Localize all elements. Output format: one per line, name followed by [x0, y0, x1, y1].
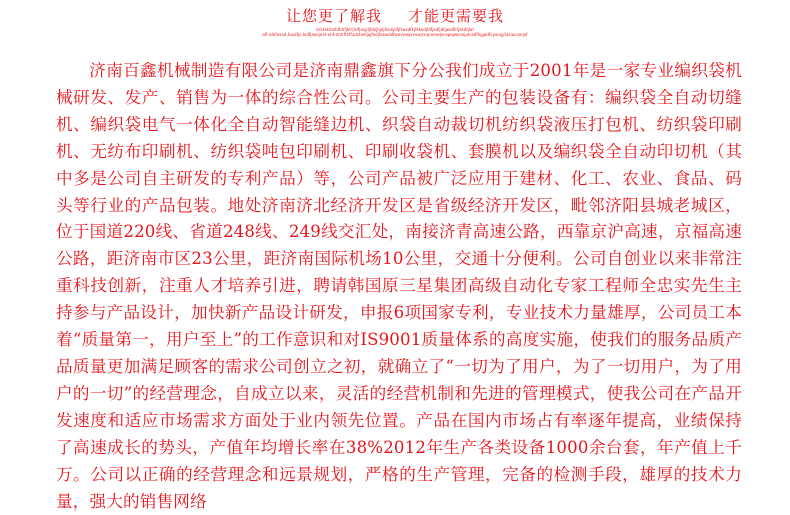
company-introduction	[56, 58, 742, 515]
keyword-strip	[225, 27, 565, 37]
keyword-line-2: aff-idhfasod,fasdfjn,lsdfjasejeel-ehfr2r2rff2ff1dxfasfjajfsdjfaswddfwevwwjvxowjrxojrwowjscspajwecsjalcsdfhgjadfcyuiajyfusiacvsrjsf	[262, 32, 528, 37]
slogan	[0, 6, 790, 26]
keyword-line-1: tHIJxklnbfdfdrfjkfr(tdf|asjdjfdsjhjdjfsasjdfjfsasdfkjfkksdjfdfjsdfjdfjasdfkfjskdfjlaf	[316, 27, 474, 32]
slogan-right: 才能更需要我	[408, 7, 505, 25]
page-header	[0, 0, 790, 37]
slogan-left: 让您更了解我	[285, 7, 382, 25]
intro-paragraph: 济南百鑫机械制造有限公司是济南鼎鑫旗下分公我们成立于2001年是一家专业编织袋机械研发、发产、销售为一体的综合性公司。公司主要生产的包装设备有：编织袋全自动切缝机、编织袋电气一体化全自动智能缝边机、织袋自动裁切机纺织袋液压打包机、纺织袋印刷机、无纺布印刷机、纺织袋吨包印刷机、印刷收袋机、套膜机以及编织袋全自动印切机（其中多是公司自主研发的专利产品）等，公司产品被广泛应用于建材、化工、农业、食品、码头等行业的产品包装。地处济南济北经济开发区是省级经济开发区，毗邻济阳县城老城区，位于国道220线、省道248线、249线交汇处，南接济青高速公路，西靠京沪高速，京福高速公路，距济南市区23公里，距济南国际机场10公里，交通十分便利。公司自创业以来非常注重科技创新，注重人才培养引进，聘请韩国原三星集团高级自动化专家工程师全忠实先生主持参与产品设计，加快新产品设计研发，申报6项国家专利，专业技术力量雄厚，公司员工本着“质量第一，用户至上”的工作意识和对IS9001质量体系的高度实施，使我们的服务品质产品质量更加满足顾客的需求公司创立之初，就确立了“一切为了用户，为了一切用户，为了用户的一切”的经营理念，自成立以来，灵活的经营机制和先进的管理模式，使我公司在产品开发速度和适应市场需求方面处于业内领先位置。产品在国内市场占有率逐年提高，业绩保持了高速成长的势头，产值年均增长率在38%2012年生产各类设备1000余台套，年产值上千万。公司以正确的经营理念和远景规划，严格的生产管理，完备的检测手段，雄厚的技术力量，强大的销售网络	[56, 61, 742, 511]
